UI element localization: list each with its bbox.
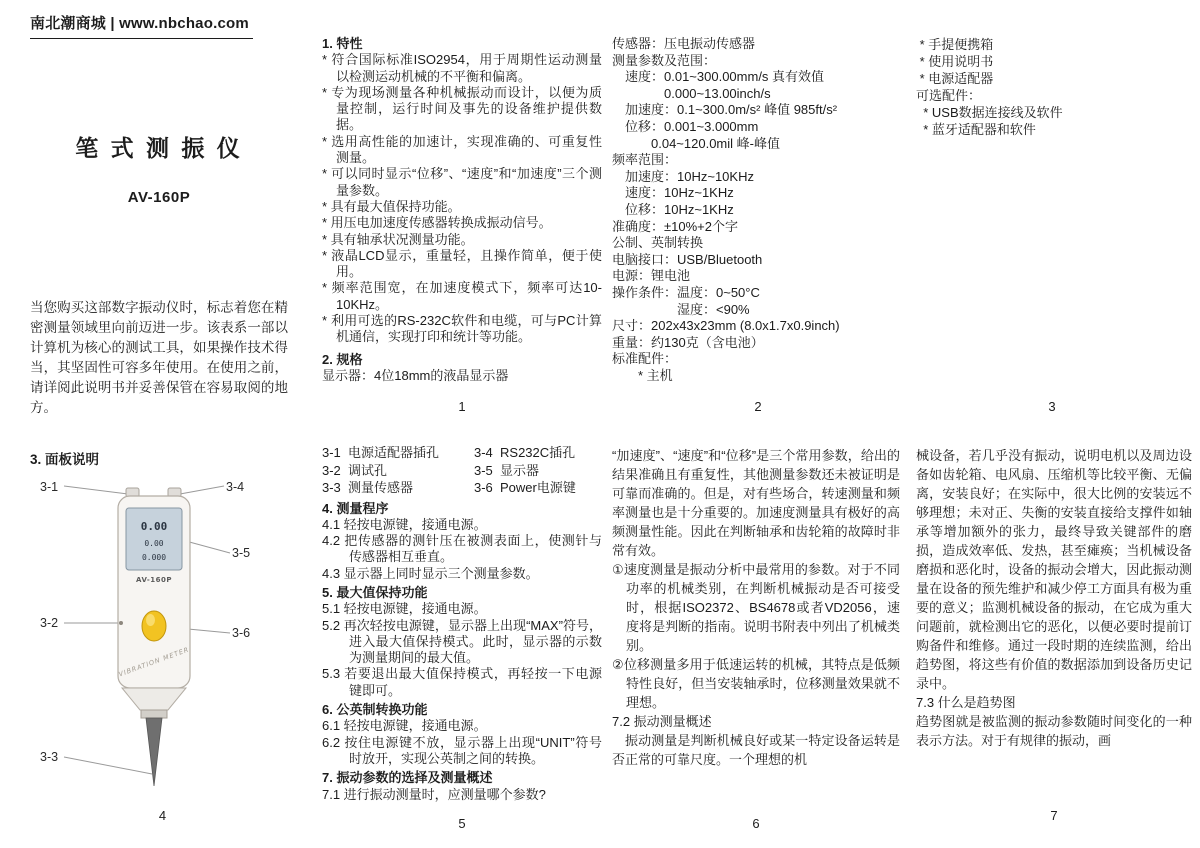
lcd-reading-3: 0.000 [141,553,167,562]
paragraph: “加速度”、“速度”和“位移”是三个常用参数，给出的结果准确且有重复性，其他测量参数还未被证明是可靠而准确的。但是，对有些场合，转速测量和频率测量也是十分重要的。加速度测量具有极好的高频测量性能。因此在判断轴承和齿轮箱的故障时非常有效。 [612,448,900,558]
power-button [142,611,166,641]
diagram-label-3-2: 3-2 [40,616,59,630]
section-4-heading: 4. 测量程序 [322,500,389,516]
site-header [30,12,253,39]
page-number-6: 6 [752,816,760,831]
device-diagram [30,474,295,809]
diagram-label-3-4: 3-4 [226,480,245,494]
page-3 [916,36,1188,138]
section-5-heading: 5. 最大值保持功能 [322,584,428,600]
lcd-reading-1: 0.00 [140,520,168,533]
diagram-label-3-3: 3-3 [40,750,59,764]
feature-item: * 具有最大值保持功能。 [322,198,461,214]
spec-line: 测量参数及范围： [612,52,717,68]
spec-line: 位移：10Hz~1KHz [612,201,734,217]
page-number-5: 5 [458,816,466,831]
spec-line: 频率范围： [612,152,678,168]
spec-line: 湿度：<90% [612,301,750,317]
section-7-3-heading: 7.3 什么是趋势图 [916,695,1016,710]
doc-model: AV-160P [127,189,191,206]
step: 7.1 进行振动测量时，应测量哪个参数? [322,786,546,802]
section-6-heading: 6. 公英制转换功能 [322,702,428,718]
step: 5.2 再次轻按电源键，显示器上出现“MAX”符号，进入最大值保持模式。此时，显示器的示数为测量期间的最大值。 [322,617,602,666]
step: 6.1 轻按电源键，接通电源。 [322,718,487,734]
page-5 [322,444,602,803]
panel-legend-right [474,444,576,497]
diagram-label-3-5: 3-5 [232,546,251,560]
spec-line: 重量：约130克（含电池） [612,334,764,350]
power-button-highlight [146,614,155,626]
feature-item: * 选用高性能的加速计，实现准确的、可重复性测量。 [322,133,602,166]
numbered-note-2: ②位移测量多用于低速运转的机械，其特点是低频特性良好，但当安装轴承时，位移测量效果就不理想。 [612,657,900,710]
legend-item: 3-1 电源适配器插孔 [322,445,440,460]
accessory-line: 可选配件： [916,88,982,103]
page-6 [612,446,900,769]
legend-item: 3-2 调试孔 [322,462,388,478]
step: 5.1 轻按电源键，接通电源。 [322,601,487,617]
diagram-label-3-6: 3-6 [232,626,251,640]
specs-heading: 2. 规格 [322,351,363,367]
spec-line: 尺寸：202x43x23mm (8.0x1.7x0.9inch) [612,318,840,334]
device-taper [122,688,186,710]
feature-item: * 符合国际标准ISO2954，用于周期性运动测量以检测运动机械的不平衡和偏离。 [322,52,602,84]
cover-intro: 当您购买这部数字振动仪时，标志着您在精密测量领域里向前迈进一步。该表系一部以计算机为核心的测试工具，如果操作技术得当，其坚固性可容多年使用。在使用之前，请详阅此说明书并妥善保管在容易取阅的地方。 [30,300,288,415]
spec-line: * 主机 [612,367,673,383]
feature-item: * 利用可选的RS-232C软件和电缆，可与PC计算机通信，实现打印和统计等功能。 [322,313,602,345]
page-7 [916,446,1192,750]
paragraph: 械设备，若几乎没有振动，说明电机以及周边设备如齿轮箱、电风扇、压缩机等比较平衡、无偏离，安装良好；在实际中，很大比例的安装远不够理想；未对正、失衡的安装直接给支撑件如轴承等增加额外的张力，最终导致关键部件的磨损，造成效率低、发热，甚至瘫痪；当机械设备磨损和恶化时，设备的振动会增大，因此振动测量在设备的预先维护和减少停工方面具有极为重要的意义；监测机械设备的振动，在它成为重大问题前，就检测出它的恶化，以便必要时提前订购备件和维修。通过一段时期的连续监测，给出趋势图，将这些有价值的数据添加到设备历史记录中。 [916,448,1192,691]
spec-line: 0.000~13.00inch/s [612,85,771,101]
spec-line: 加速度：10Hz~10KHz [612,168,754,184]
step: 6.2 按住电源键不放，显示器上出现“UNIT”符号时放开，实现公英制之间的转换。 [322,734,602,766]
feature-item: * 频率范围宽，在加速度模式下，频率可达10-10KHz。 [322,280,602,312]
accessory-line: * 手提便携箱 [916,37,994,52]
accessory-line: * 使用说明书 [916,54,994,69]
accessory-line: * USB数据连接线及软件 [916,105,1063,120]
section-7-2-heading: 7.2 振动测量概述 [612,714,712,729]
page-number-4: 4 [158,808,167,823]
page-1 [322,36,602,384]
spec-line: 电源：锂电池 [612,268,691,284]
adjust-hole [119,621,123,625]
device-brand-text: VIBRATION METER [117,645,191,679]
step: 5.3 若要退出最大值保持模式，再轻按一下电源键即可。 [322,666,602,698]
spec-line: 标准配件： [612,351,678,367]
panel-legend [322,444,602,497]
measuring-probe [146,718,162,786]
feature-item: * 专为现场测量各种机械振动而设计，以便为质量控制，运行时间及事先的设备维护提供数据。 [322,84,602,133]
spec-line: 加速度：0.1~300.0m/s² 峰值 985ft/s² [612,102,838,118]
cover-page [30,130,288,418]
spec-line: 准确度：±10%+2个字 [612,218,738,234]
legend-item: 3-6 Power电源键 [474,480,576,495]
device-model-label: AV-160P [136,576,172,584]
display-spec-line: 显示器：4位18mm的液晶显示器 [322,367,509,383]
feature-item: * 具有轴承状况测量功能。 [322,231,474,247]
feature-item: * 用压电加速度传感器转换成振动信号。 [322,215,552,231]
probe-collar [141,710,167,718]
spec-line: 传感器：压电振动传感器 [612,36,756,51]
accessory-line: * 蓝牙适配器和软件 [916,122,1036,137]
panel-legend-left [322,444,474,497]
accessory-line: * 电源适配器 [916,71,994,86]
legend-item: 3-5 显示器 [474,462,540,478]
diagram-label-3-1: 3-1 [40,480,59,494]
page-2 [612,36,904,384]
paragraph: 趋势图就是被监测的振动参数随时间变化的一种表示方法。对于有规律的振动，画 [916,714,1192,748]
page-number-3: 3 [1048,399,1056,414]
page-number-1: 1 [458,399,466,414]
spec-line: 公制、英制转换 [612,235,704,251]
lcd-reading-2: 0.00 [144,539,164,548]
feature-item: * 液晶LCD显示，重量轻，且操作简单，便于使用。 [322,247,602,280]
page-number-7: 7 [1050,808,1058,823]
numbered-note-1: ①速度测量是振动分析中最常用的参数。对于不同功率的机械类别，在判断机械振动是否可接受时，根据ISO2372、BS4678或者VD2056，速度将是判断的指南。说明书附表中列出了机械类别。 [612,562,900,653]
feature-item: * 可以同时显示“位移”、“速度”和“加速度”三个测量参数。 [322,166,602,198]
spec-line: 操作条件：温度：0~50°C [612,284,760,300]
spec-line: 0.04~120.0mil 峰-峰值 [612,135,780,151]
features-heading: 1. 特性 [322,36,363,51]
section-7-heading: 7. 振动参数的选择及测量概述 [322,770,493,786]
site-title: 南北潮商城 | www.nbchao.com [30,15,249,32]
device-illustration [30,474,295,809]
legend-item: 3-3 测量传感器 [322,480,414,495]
spec-line: 位移：0.001~3.000mm [612,118,759,134]
legend-item: 3-4 RS232C插孔 [474,445,576,460]
step: 4.2 把传感器的测针压在被测表面上，使测针与传感器相互垂直。 [322,533,602,565]
spec-line: 电脑接口：USB/Bluetooth [612,251,763,267]
panel-section-heading: 3. 面板说明 [30,452,100,467]
step: 4.3 显示器上同时显示三个测量参数。 [322,565,539,581]
spec-line: 速度：0.01~300.00mm/s 真有效值 [612,69,825,85]
step: 4.1 轻按电源键，接通电源。 [322,516,487,532]
paragraph: 振动测量是判断机械良好或某一特定设备运转是否正常的可靠尺度。一个理想的机 [612,733,900,767]
spec-line: 速度：10Hz~1KHz [612,185,734,201]
page-number-2: 2 [754,399,762,414]
doc-title: 笔 式 测 振 仪 [75,135,243,161]
